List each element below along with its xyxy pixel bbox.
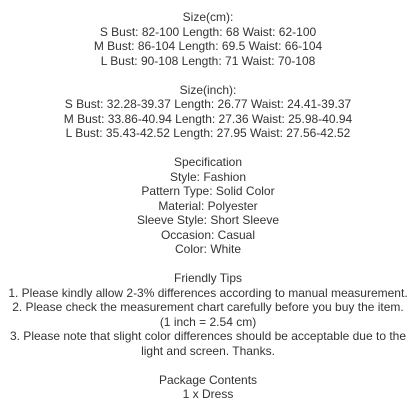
size-inch-section (0, 83, 416, 141)
tips-heading: Friendly Tips (173, 271, 243, 285)
spacer (0, 358, 416, 373)
tip-3: 3. Please note that slight color differences should be acceptable due to the light and screen. Thanks. (9, 329, 407, 358)
spec-style: Style: Fashion (169, 169, 247, 184)
size-cm-row-m: M Bust: 86-104 Length: 69.5 Waist: 66-104 (93, 39, 323, 53)
tip-1: 1. Please kindly allow 2-3% differences according to manual measurement. (8, 285, 408, 300)
size-cm-row-s: S Bust: 82-100 Length: 68 Waist: 62-100 (99, 24, 317, 39)
package-item: 1 x Dress (182, 387, 234, 401)
size-cm-heading: Size(cm): (182, 10, 234, 24)
package-heading: Package Contents (158, 372, 258, 387)
tips-section (0, 271, 416, 358)
specification-section (0, 155, 416, 257)
spacer (0, 68, 416, 83)
spec-occasion: Occasion: Casual (160, 227, 256, 242)
size-inch-heading: Size(inch): (179, 82, 237, 97)
specification-heading: Specification (173, 155, 243, 169)
tip-2: 2. Please check the measurement chart carefully before you buy the item. (1 inch = 2.54 cm) (12, 300, 404, 329)
spec-color: Color: White (174, 242, 242, 256)
spacer (0, 257, 416, 272)
size-inch-row-l: L Bust: 35.43-42.52 Length: 27.95 Waist: 27.56-42.52 (65, 126, 351, 140)
size-inch-row-s: S Bust: 32.28-39.37 Length: 26.77 Waist: 24.41-39.37 (64, 97, 352, 111)
spec-material: Material: Polyester (158, 198, 258, 213)
size-cm-row-l: L Bust: 90-108 Length: 71 Waist: 70-108 (100, 53, 316, 68)
package-section (0, 373, 416, 402)
size-cm-section (0, 10, 416, 68)
spec-sleeve-style: Sleeve Style: Short Sleeve (136, 213, 280, 227)
spacer (0, 141, 416, 156)
size-inch-row-m: M Bust: 33.86-40.94 Length: 27.36 Waist: 25.98-40.94 (63, 111, 353, 126)
spec-pattern-type: Pattern Type: Solid Color (141, 184, 275, 198)
